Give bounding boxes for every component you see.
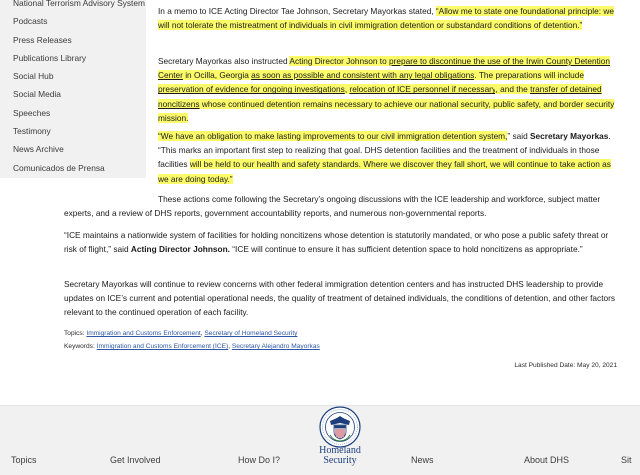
- speaker-name: Acting Director Johnson.: [130, 244, 230, 255]
- footer-nav-about-dhs[interactable]: About DHS: [524, 455, 570, 465]
- highlighted-quote: “Allow me to state one foundational principle: we will not tolerate the mistreatment of individuals in civil immigration detention or substandard conditions of detention.”: [158, 6, 614, 31]
- highlighted-underlined-text: transfer of detained noncitizens: [158, 84, 602, 109]
- wordmark-line-1: Homeland: [319, 445, 361, 456]
- highlighted-underlined-text: preservation of evidence for ongoing investigations: [158, 84, 345, 95]
- paragraph-text: . “This marks an important first step to realizing that goal. DHS detention facilities and the treatment of individuals in those facilities: [158, 131, 611, 170]
- sidebar-item-social-hub[interactable]: Social Hub: [13, 71, 54, 82]
- speaker-name: Secretary Mayorkas: [530, 131, 609, 141]
- highlighted-text: whose continued detention remains necessary to achieve our national security, public safety, and border security mission.: [158, 98, 615, 123]
- paragraph-text: “ICE will continue to ensure it has sufficient detention space to hold noncitizens as appropriate.”: [229, 244, 583, 255]
- footer-nav-topics[interactable]: Topics: [11, 455, 37, 465]
- highlighted-text: . The preparations will include: [474, 70, 585, 81]
- sidebar-nav: [0, 0, 146, 178]
- sidebar-item-ntas[interactable]: National Terrorism Advisory System: [13, 0, 146, 8]
- paragraph-text: ” said: [507, 131, 530, 141]
- topic-link-secretary[interactable]: Secretary of Homeland Security: [204, 330, 298, 337]
- footer-nav-news[interactable]: News: [411, 455, 434, 465]
- highlighted-text: ,: [344, 84, 350, 95]
- highlighted-quote: “We have an obligation to make lasting improvements to our civil immigration detention system,: [158, 131, 508, 141]
- footer-nav-site-links[interactable]: Sit: [621, 455, 632, 465]
- sidebar-item-press-releases[interactable]: Press Releases: [13, 34, 72, 45]
- highlighted-text: Acting Director Johnson to: [289, 56, 390, 66]
- last-published-date: Last Published Date: May 20, 2021: [514, 362, 617, 369]
- homeland-security-wordmark[interactable]: [311, 446, 369, 466]
- paragraph-instruction: [158, 54, 616, 125]
- footer-nav-how-do-i[interactable]: How Do I?: [238, 455, 281, 465]
- footer-nav-get-involved[interactable]: Get Involved: [110, 455, 161, 465]
- highlighted-underlined-text: prepare to discontinue the use of the Irwin County Detention Center: [158, 56, 610, 81]
- sidebar-item-comunicados[interactable]: Comunicados de Prensa: [13, 162, 105, 173]
- highlighted-underlined-text: relocation of ICE personnel if necessary: [349, 84, 496, 95]
- sidebar-item-publications-library[interactable]: Publications Library: [13, 52, 87, 63]
- sidebar-item-speeches[interactable]: Speeches: [13, 107, 51, 118]
- paragraph-ice-quote: [64, 228, 616, 256]
- paragraph-text: “ICE maintains a nationwide system of facilities for holding noncitizens whose detention is statutorily mandated, or who pose a public safety threat or risk of flight,” said: [64, 230, 609, 255]
- keywords-label: Keywords:: [64, 343, 97, 350]
- sidebar-item-news-archive[interactable]: News Archive: [13, 144, 64, 155]
- sidebar-item-podcasts[interactable]: Podcasts: [13, 16, 48, 27]
- paragraph-obligation: [158, 129, 616, 186]
- paragraph-actions: These actions come following the Secretary’s ongoing discussions with the ICE leadership and workforce, subject matter experts, and a review of DHS reports, government accountability reports, and numerous non-governmental reports.: [64, 194, 601, 219]
- highlighted-text: in Ocilla, Georgia: [182, 70, 252, 81]
- paragraph-text: In a memo to ICE Acting Director Tae Johnson, Secretary Mayorkas stated,: [158, 6, 436, 16]
- highlighted-underlined-text: as soon as possible and consistent with any legal obligations: [251, 70, 475, 81]
- sidebar-item-testimony[interactable]: Testimony: [13, 126, 51, 137]
- site-footer: [0, 405, 640, 475]
- keyword-link-ice[interactable]: Immigration and Customs Enforcement (ICE): [96, 343, 229, 350]
- keywords-row: [64, 343, 320, 350]
- dhs-seal-logo[interactable]: [319, 406, 361, 448]
- sidebar-item-social-media[interactable]: Social Media: [13, 89, 61, 100]
- keyword-link-mayorkas[interactable]: Secretary Alejandro Mayorkas: [231, 343, 320, 350]
- topics-label: Topics:: [64, 330, 87, 337]
- topic-link-ice[interactable]: Immigration and Customs Enforcement: [86, 330, 201, 337]
- highlighted-quote: will be held to our health and safety standards. Where we discover they fall short, we will continue to take action as we are doing today.”: [158, 159, 611, 184]
- separator: ,: [200, 330, 205, 337]
- paragraph-text: Secretary Mayorkas also instructed: [158, 56, 290, 66]
- paragraph-review: Secretary Mayorkas will continue to review concerns with other federal immigration detention centers and has instructed DHS leadership to provide updates on ICE’s current and potential operational needs, the quality of treatment of detained individuals, the conditions of detention, and other factors relevant to the continued operation of each facility.: [64, 279, 616, 318]
- highlighted-text: , and the: [495, 84, 531, 95]
- wordmark-line-2: Security: [323, 455, 357, 466]
- separator: ,: [228, 343, 232, 350]
- paragraph-memo: [158, 4, 616, 32]
- topics-row: [64, 330, 297, 337]
